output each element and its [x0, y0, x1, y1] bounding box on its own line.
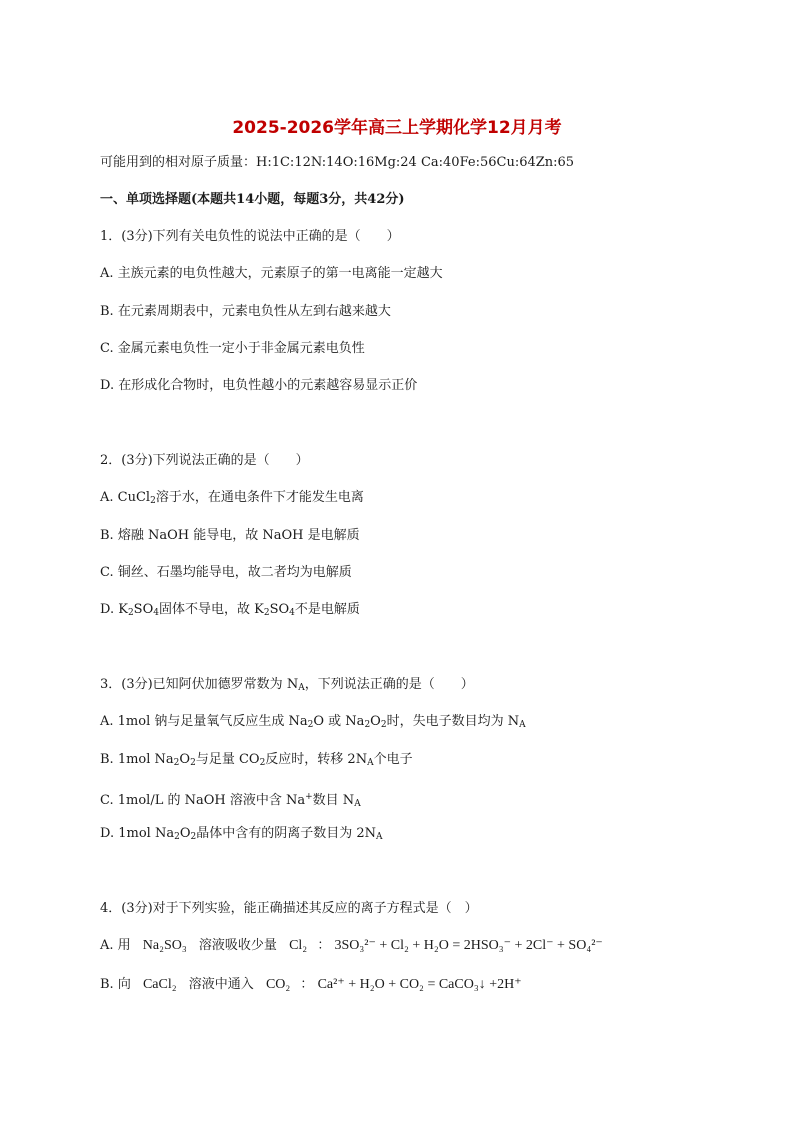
- question-3-option-d: [100, 825, 383, 846]
- text-part: O: [370, 714, 381, 729]
- question-2-option-d: [100, 601, 360, 622]
- question-3-stem: [100, 676, 474, 697]
- text-part: D. K: [100, 602, 128, 617]
- option-label: B. 向: [100, 977, 131, 992]
- question-4-option-b: [100, 976, 522, 994]
- subscript: 2: [263, 608, 270, 618]
- formula: CaCl₂: [142, 977, 177, 992]
- subscript: A: [298, 683, 305, 693]
- question-3-option-c: [100, 788, 361, 813]
- question-1-stem: 1．(3分)下列有关电负性的说法中正确的是（ ）: [100, 229, 400, 244]
- section-heading: 一、单项选择题(本题共14小题，每题3分，共42分): [100, 192, 405, 207]
- text-part: O: [179, 752, 191, 767]
- text-part: SO: [133, 602, 154, 617]
- page-title: 2025-2026学年高三上学期化学12月月考: [232, 118, 562, 138]
- text-part: O 或 Na: [313, 714, 365, 729]
- subscript: A: [367, 758, 374, 768]
- subscript: A: [376, 832, 383, 842]
- text-part: 溶液中通入: [188, 977, 254, 992]
- subscript: 2: [259, 758, 266, 768]
- question-4-stem: 4．(3分)对于下列实验，能正确描述其反应的离子方程式是（ ）: [100, 901, 478, 916]
- subscript: 2: [150, 496, 156, 506]
- question-3-option-b: [100, 751, 413, 772]
- question-4-option-a: [100, 937, 603, 955]
- text-part: C. 1mol/L 的 NaOH 溶液中含 Na: [100, 793, 306, 808]
- subscript: 4: [289, 608, 295, 618]
- text-part: 与足量 CO: [195, 752, 260, 767]
- subscript: 4: [153, 608, 159, 618]
- text-part: ：: [317, 938, 331, 953]
- question-1-option-d: D. 在形成化合物时，电负性越小的元素越容易显示正价: [100, 378, 418, 393]
- atomic-masses-note: 可能用到的相对原子质量：H:1C:12N:14O:16Mg:24 Ca:40Fe:56Cu:64Zn:65: [100, 155, 575, 170]
- text-part: B. 1mol Na: [100, 752, 174, 767]
- subscript: 2: [380, 720, 387, 730]
- text-part: ：: [300, 977, 314, 992]
- text-part: 时，失电子数目均为 N: [386, 714, 520, 729]
- text-part: 晶体中含有的阴离子数目为 2N: [196, 826, 376, 841]
- question-2-option-c: C. 铜丝、石墨均能导电，故二者均为电解质: [100, 565, 352, 580]
- ionic-equation: Ca²⁺ + H₂O + CO₂ = CaCO₃↓ +2H⁺: [317, 977, 522, 992]
- text-part: O: [179, 826, 191, 841]
- text-part: 3．(3分)已知阿伏加德罗常数为 N: [100, 677, 299, 692]
- text-part: SO: [269, 602, 290, 617]
- formula: Cl₂: [289, 938, 308, 953]
- subscript: 2: [173, 758, 180, 768]
- formula: Na₂SO₃: [142, 938, 187, 953]
- subscript: 2: [307, 720, 314, 730]
- text-part: 数目 N: [312, 793, 355, 808]
- text-part: A. CuCl: [100, 490, 151, 505]
- question-1-option-c: C. 金属元素电负性一定小于非金属元素电负性: [100, 341, 365, 356]
- subscript: A: [354, 799, 361, 809]
- question-2-option-a: [100, 489, 364, 510]
- text-part: 固体不导电，故 K: [158, 602, 264, 617]
- text-part: 反应时，转移 2N: [265, 752, 368, 767]
- text-part: 溶于水，在通电条件下才能发生电离: [155, 490, 364, 505]
- question-3-option-a: [100, 713, 526, 734]
- subscript: 2: [127, 608, 134, 618]
- question-1-option-a: A. 主族元素的电负性越大，元素原子的第一电离能一定越大: [100, 266, 443, 281]
- formula: CO₂: [265, 977, 291, 992]
- question-2-stem: 2．(3分)下列说法正确的是（ ）: [100, 453, 309, 468]
- subscript: A: [519, 720, 526, 730]
- superscript: +: [305, 792, 313, 802]
- text-part: A. 1mol 钠与足量氧气反应生成 Na: [100, 714, 308, 729]
- option-label: A. 用: [100, 938, 131, 953]
- subscript: 2: [190, 758, 196, 768]
- subscript: 2: [174, 832, 180, 842]
- subscript: 2: [190, 832, 197, 842]
- text-part: 不是电解质: [294, 602, 360, 617]
- text-part: 溶液吸收少量: [198, 938, 277, 953]
- subscript: 2: [364, 720, 371, 730]
- ionic-equation: 3SO₃²⁻ + Cl₂ + H₂O = 2HSO₃⁻ + 2Cl⁻ + SO₄²⁻: [334, 938, 603, 953]
- text-part: D. 1mol Na: [100, 826, 175, 841]
- question-1-option-b: B. 在元素周期表中，元素电负性从左到右越来越大: [100, 304, 391, 319]
- text-part: 个电子: [373, 752, 413, 767]
- text-part: ，下列说法正确的是（ ）: [304, 677, 474, 692]
- question-2-option-b: B. 熔融 NaOH 能导电，故 NaOH 是电解质: [100, 528, 360, 543]
